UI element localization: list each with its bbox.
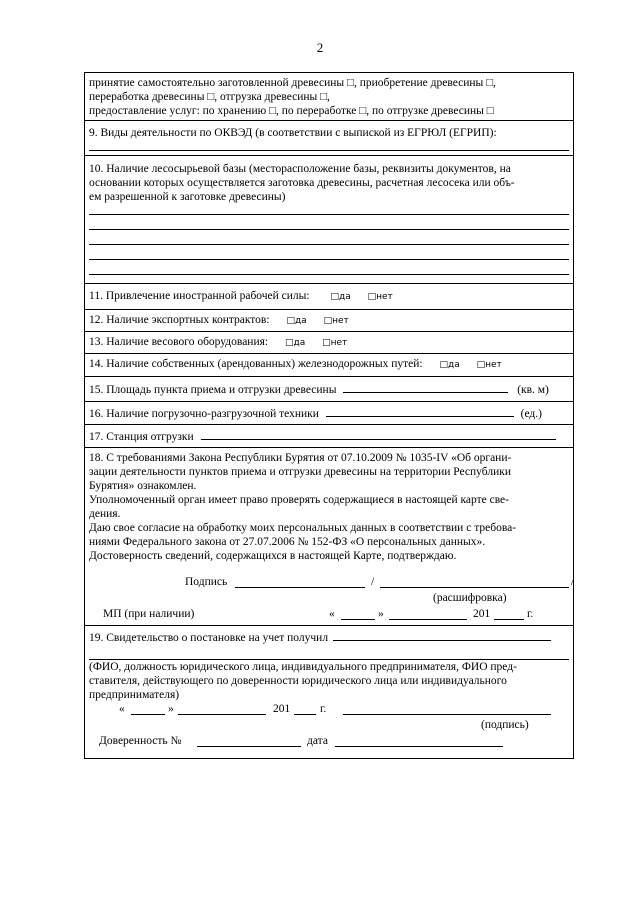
section-16-loading-equipment	[85, 402, 573, 425]
date-quote-close: »	[378, 608, 384, 620]
forest-base-input-line-1[interactable]	[89, 204, 569, 215]
stamp-date-row	[89, 607, 569, 623]
registration-form	[84, 72, 574, 759]
section-10-line-3: ем разрешенной к заготовке древесины)	[89, 191, 286, 203]
section-19-label-row	[89, 629, 569, 645]
decoding-input-line[interactable]	[380, 576, 569, 588]
loading-equipment-unit: (ед.)	[520, 408, 542, 420]
date-quote-open: «	[329, 608, 335, 620]
signature-label: Подпись	[185, 576, 228, 588]
cert-year-prefix: 201	[273, 703, 291, 715]
month-input-line[interactable]	[389, 608, 467, 620]
cert-date-quote-close: »	[168, 703, 174, 715]
section-13-weighing-equipment	[85, 332, 573, 354]
certificate-recipient-input-line[interactable]	[333, 629, 551, 641]
section-17-shipping-station	[85, 425, 573, 448]
certificate-date-row	[89, 702, 569, 718]
section-19-line-2: ставителя, действующего по доверенности юридического лица или индивидуального	[89, 675, 507, 687]
area-input-line[interactable]	[343, 381, 508, 393]
poa-date-label: дата	[307, 735, 328, 747]
forest-base-input-line-4[interactable]	[89, 245, 569, 260]
okved-input-line[interactable]	[89, 140, 569, 151]
signature-slash-1: /	[371, 576, 375, 588]
page-number: 2	[316, 40, 324, 55]
signature-input-line[interactable]	[235, 576, 365, 588]
certificate-recipient-input-line-2[interactable]	[89, 645, 569, 660]
export-contracts-yes-checkbox[interactable]: □да	[286, 316, 307, 326]
poa-number-input-line[interactable]	[197, 735, 301, 747]
section-activities	[85, 73, 573, 121]
section-13-label: 13. Наличие весового оборудования:	[89, 336, 269, 348]
cert-year-suffix: г.	[320, 703, 327, 715]
section-16-label: 16. Наличие погрузочно-разгрузочной техники	[89, 408, 319, 420]
stamp-label: МП (при наличии)	[103, 608, 195, 620]
cert-signature-caption-row	[89, 718, 569, 734]
section-18-line-7: ниями Федерального закона от 27.07.2006 № 152-ФЗ «О персональных данных».	[89, 536, 486, 548]
section-19-certificate	[85, 626, 573, 758]
foreign-labor-yes-checkbox[interactable]: □да	[330, 292, 351, 302]
forest-base-input-line-3[interactable]	[89, 230, 569, 245]
section-17-label: 17. Станция отгрузки	[89, 431, 194, 443]
section-18-line-5: дения.	[89, 508, 121, 520]
foreign-labor-no-checkbox[interactable]: □нет	[367, 292, 393, 302]
poa-date-input-line[interactable]	[335, 735, 503, 747]
decoding-caption: (расшифровка)	[433, 592, 507, 604]
section-11-foreign-labor	[85, 284, 573, 310]
decoding-caption-row	[89, 591, 569, 607]
loading-equipment-input-line[interactable]	[326, 405, 514, 417]
activities-line-3: предоставление услуг: по хранению □, по переработке □, по отгрузке древесины □	[89, 105, 494, 117]
section-11-label: 11. Привлечение иностранной рабочей силы:	[89, 290, 310, 302]
section-18-line-2: зации деятельности пунктов приема и отгрузки древесины на территории Республики	[89, 466, 511, 478]
weighing-equipment-no-checkbox[interactable]: □нет	[322, 338, 348, 348]
year-input-line[interactable]	[494, 608, 524, 620]
section-10-forest-base	[85, 156, 573, 284]
cert-date-quote-open: «	[119, 703, 125, 715]
cert-month-input-line[interactable]	[178, 703, 266, 715]
forest-base-input-line-5[interactable]	[89, 260, 569, 275]
section-9-okved	[85, 121, 573, 156]
section-18-acknowledgement	[85, 448, 573, 626]
poa-label: Доверенность №	[99, 735, 182, 747]
section-15-label: 15. Площадь пункта приема и отгрузки древесины	[89, 384, 337, 396]
section-12-label: 12. Наличие экспортных контрактов:	[89, 314, 270, 326]
railway-tracks-yes-checkbox[interactable]: □да	[439, 360, 460, 370]
section-18-line-6: Даю свое согласие на обработку моих персональных данных в соответствии с требова-	[89, 522, 517, 534]
forest-base-input-line-2[interactable]	[89, 215, 569, 230]
section-19-line-1: (ФИО, должность юридического лица, индивидуального предпринимателя, ФИО пред-	[89, 661, 517, 673]
weighing-equipment-yes-checkbox[interactable]: □да	[284, 338, 306, 348]
cert-year-input-line[interactable]	[294, 703, 316, 715]
section-19-line-3: предпринимателя)	[89, 689, 180, 701]
section-14-railway-tracks	[85, 354, 573, 377]
day-input-line[interactable]	[341, 608, 375, 620]
activities-line-2: переработка древесины □, отгрузка древесины □,	[89, 91, 330, 103]
section-18-line-8: Достоверность сведений, содержащихся в настоящей Карте, подтверждаю.	[89, 550, 457, 562]
area-unit: (кв. м)	[517, 384, 549, 396]
section-18-line-1: 18. С требованиями Закона Республики Бурятия от 07.10.2009 № 1035-IV «Об органи-	[89, 452, 512, 464]
power-of-attorney-row	[89, 734, 569, 750]
year-suffix: г.	[527, 608, 534, 620]
activities-line-1: принятие самостоятельно заготовленной древесины □, приобретение древесины □,	[89, 77, 496, 89]
cert-signature-input-line[interactable]	[343, 703, 551, 715]
signature-row	[89, 575, 575, 591]
signature-slash-2: /	[571, 576, 575, 588]
section-19-label: 19. Свидетельство о постановке на учет получил	[89, 632, 329, 644]
section-18-line-3: Бурятия» ознакомлен.	[89, 480, 197, 492]
export-contracts-no-checkbox[interactable]: □нет	[323, 316, 349, 326]
section-12-export-contracts	[85, 310, 573, 332]
section-18-line-4: Уполномоченный орган имеет право проверять содержащиеся в настоящей карте све-	[89, 494, 509, 506]
railway-tracks-no-checkbox[interactable]: □нет	[476, 360, 502, 370]
cert-day-input-line[interactable]	[131, 703, 165, 715]
section-9-label: 9. Виды деятельности по ОКВЭД (в соответствии с выпиской из ЕГРЮЛ (ЕГРИП):	[89, 127, 497, 139]
cert-signature-caption: (подпись)	[481, 719, 529, 731]
section-15-area	[85, 377, 573, 402]
year-prefix: 201	[473, 608, 491, 620]
section-10-line-2: основании которых осуществляется заготовка древесины, расчетная лесосека или объ-	[89, 177, 515, 189]
section-10-line-1: 10. Наличие лесосырьевой базы (месторасположение базы, реквизиты документов, на	[89, 163, 511, 175]
section-14-label: 14. Наличие собственных (арендованных) железнодорожных путей:	[89, 358, 423, 370]
shipping-station-input-line[interactable]	[201, 428, 556, 440]
